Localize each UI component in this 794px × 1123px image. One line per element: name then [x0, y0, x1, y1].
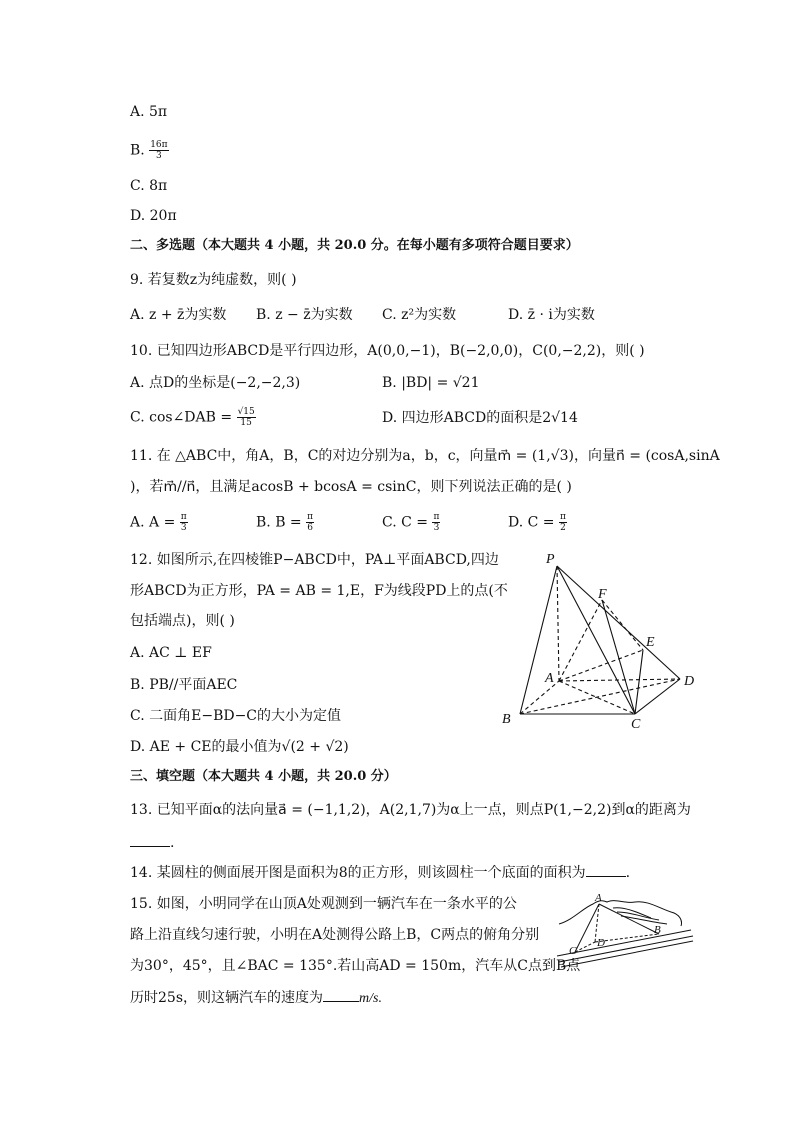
- q13-stem: 13. 已知平面α的法向量a⃗ = (−1,1,2)，A(2,1,7)为α上一点，则点P(1,−2,2)到α的距离为: [130, 802, 691, 818]
- q11-option-b-fraction: [306, 512, 314, 533]
- fig-label-c: C: [631, 717, 641, 732]
- q10-option-d: D. 四边形ABCD的面积是2√14: [382, 410, 578, 426]
- fig-label-c: C: [569, 945, 577, 957]
- fraction-numerator: √15: [237, 407, 255, 417]
- fraction-denominator: 3: [156, 151, 162, 161]
- q14-end: .: [625, 865, 631, 881]
- fraction-numerator: π: [433, 512, 440, 522]
- q11-option-d-fraction: [559, 512, 567, 533]
- q15-stem-line1: 15. 如图，小明同学在山顶A处观测到一辆汽车在一条水平的公: [130, 896, 517, 912]
- fraction-denominator: 6: [307, 523, 313, 533]
- q8-option-b-fraction: [149, 140, 168, 161]
- fraction-numerator: π: [307, 512, 314, 522]
- q14-stem-line: [130, 862, 630, 883]
- q15-unit: m/s.: [359, 991, 382, 1006]
- answer-blank[interactable]: [586, 862, 626, 877]
- q12-option-a: A. AC ⊥ EF: [130, 645, 212, 661]
- answer-blank[interactable]: [130, 832, 170, 847]
- q12-stem-line2: 形ABCD为正方形，PA = AB = 1,E，F为线段PD上的点(不: [130, 583, 508, 599]
- fraction-denominator: 2: [560, 523, 566, 533]
- q10-option-a: A. 点D的坐标是(−2,−2,3): [130, 375, 301, 391]
- q11-option-a-fraction: [180, 512, 188, 533]
- q8-option-a: A. 5π: [130, 104, 168, 120]
- fig-label-b: B: [654, 924, 661, 936]
- q8-option-c: C. 8π: [130, 178, 168, 194]
- q11-stem-line1: 11. 在 △ABC中，角A，B，C的对边分别为a，b，c，向量m⃗ = (1,√3)，向量n⃗ = (cosA,sinA: [130, 448, 720, 464]
- fig-label-b: B: [502, 712, 511, 727]
- fig-label-d: D: [597, 937, 605, 949]
- q8-option-b-label: B.: [130, 142, 145, 159]
- q15-mountain-figure: [555, 890, 695, 970]
- fig-label-a: A: [595, 892, 602, 904]
- q11-option-d-text: D. C =: [508, 514, 555, 531]
- fig-label-p: P: [546, 552, 555, 567]
- q14-stem: 14. 某圆柱的侧面展开图是面积为8的正方形，则该圆柱一个底面的面积为: [130, 865, 586, 881]
- q9-stem: 9. 若复数z为纯虚数，则( ): [130, 272, 297, 288]
- fraction-denominator: 3: [433, 523, 440, 533]
- fig-label-a: A: [545, 671, 554, 686]
- q11-option-a-text: A. A =: [130, 514, 176, 531]
- q12-option-d: D. AE + CE的最小值为√(2 + √2): [130, 739, 349, 755]
- q15-stem-line2: 路上沿直线匀速行驶，小明在A处测得公路上B，C两点的俯角分别: [130, 927, 540, 943]
- q11-option-b: [256, 512, 314, 533]
- q12-stem-line3: 包括端点)，则( ): [130, 613, 235, 629]
- q10-option-c: [130, 407, 256, 428]
- section-2-title: 二、多选题（本大题共 4 小题，共 20.0 分。在每小题有多项符合题目要求）: [130, 238, 579, 253]
- q11-option-c-fraction: [432, 512, 440, 533]
- q12-stem-line1: 12. 如图所示,在四棱锥P−ABCD中，PA⊥平面ABCD,四边: [130, 552, 499, 568]
- q10-stem: 10. 已知四边形ABCD是平行四边形，A(0,0,−1)，B(−2,0,0)，C(0,−2,2)，则( ): [130, 343, 645, 359]
- q11-option-c-text: C. C =: [382, 514, 429, 531]
- q9-option-d: D. z̄ · i为实数: [508, 307, 595, 323]
- q12-option-b: B. PB//平面AEC: [130, 677, 238, 693]
- q11-option-c: [382, 512, 440, 533]
- q8-option-d: D. 20π: [130, 208, 177, 224]
- q12-option-c: C. 二面角E−BD−C的大小为定值: [130, 708, 342, 724]
- answer-blank[interactable]: [323, 987, 359, 1002]
- q9-option-a: A. z + z̄为实数: [130, 307, 227, 323]
- q9-option-c: C. z²为实数: [382, 307, 457, 323]
- fraction-numerator: 16π: [150, 140, 168, 150]
- fraction-denominator: 15: [240, 418, 252, 428]
- q10-option-b: B. |BD| = √21: [382, 375, 480, 391]
- q11-option-d: [508, 512, 567, 533]
- fraction-numerator: π: [559, 512, 566, 522]
- fraction-denominator: 3: [180, 523, 187, 533]
- q13-end: .: [170, 835, 175, 851]
- q10-option-c-fraction: [237, 407, 256, 428]
- q15-stem-line4: [130, 987, 382, 1009]
- fig-label-d: D: [684, 674, 695, 689]
- q12-pyramid-figure: [495, 548, 705, 738]
- fig-label-e: E: [646, 635, 655, 650]
- q15-stem-line3: 为30°，45°，且∠BAC = 135°.若山高AD = 150m，汽车从C点到B点: [130, 958, 581, 974]
- q13-answer-line: [130, 832, 174, 853]
- fraction-numerator: π: [180, 512, 187, 522]
- q9-option-b: B. z − z̄为实数: [256, 307, 353, 323]
- q8-option-b: [130, 140, 169, 161]
- section-3-title: 三、填空题（本大题共 4 小题，共 20.0 分）: [130, 769, 397, 784]
- fig-label-f: F: [598, 587, 607, 602]
- q11-stem-line2: )，若m⃗//n⃗，且满足acosB + bcosA = csinC，则下列说法正确的是( ): [130, 479, 572, 495]
- q11-option-b-text: B. B =: [256, 514, 302, 531]
- q10-option-c-text: C. cos∠DAB =: [130, 409, 233, 426]
- q15-stem4: 历时25s，则这辆汽车的速度为: [130, 990, 323, 1006]
- q11-option-a: [130, 512, 188, 533]
